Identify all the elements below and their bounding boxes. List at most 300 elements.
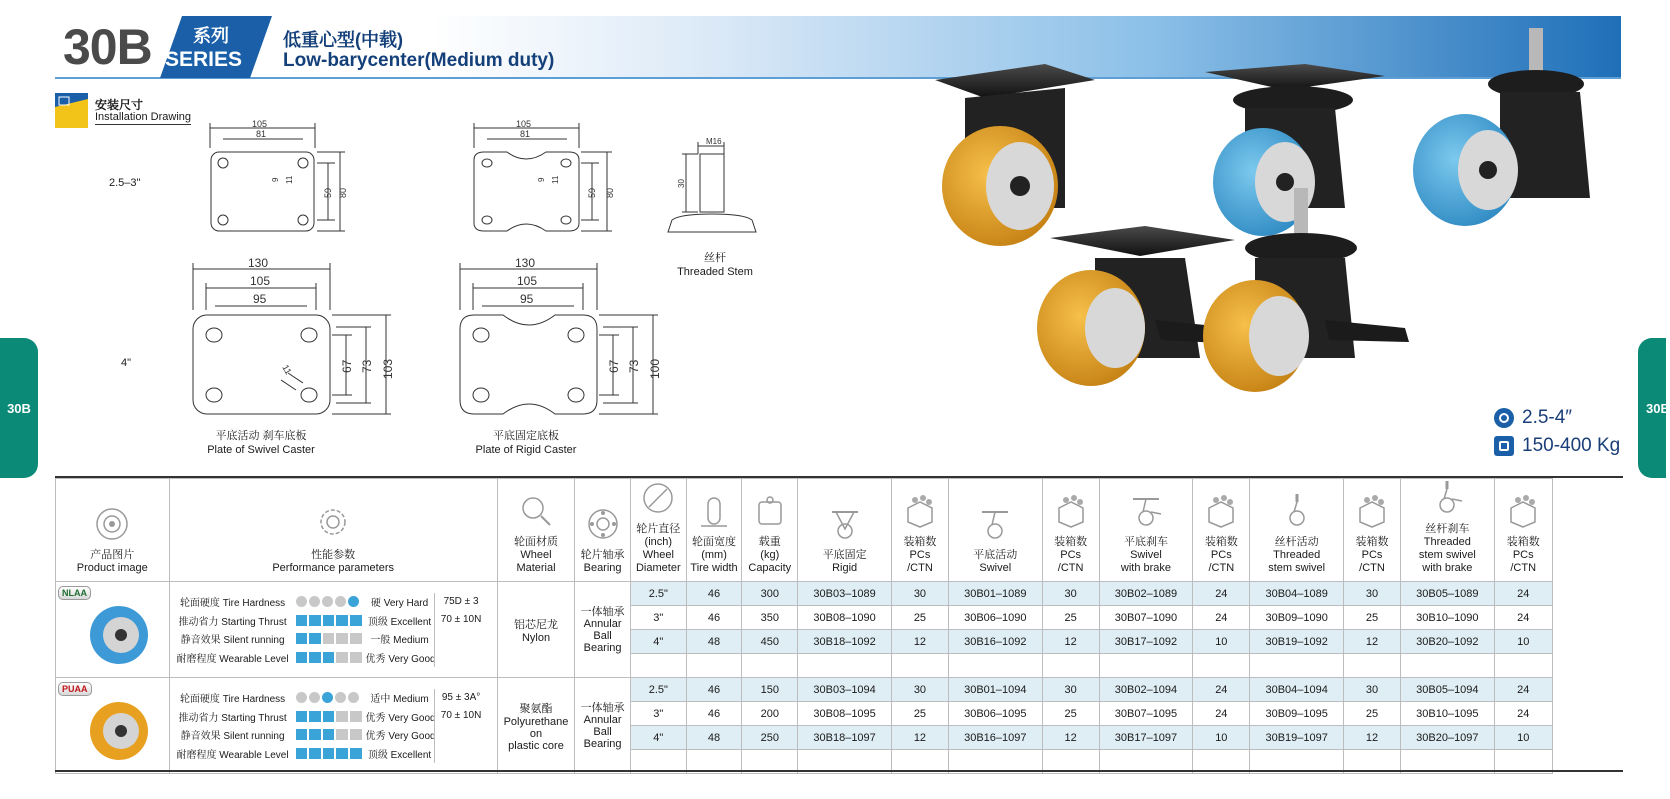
series-badge [55, 16, 272, 78]
pcs-cell: 24 [1193, 582, 1250, 606]
model-cell: 30B10–1095 [1400, 702, 1494, 726]
dim-59: 59 [587, 187, 597, 198]
bearing-line: Annular [583, 713, 622, 726]
product-image-cell [56, 678, 170, 774]
dim-9: 9 [537, 177, 546, 182]
th-label-cn: 装箱数 [1204, 536, 1238, 548]
pcs-cell: 25 [1344, 606, 1401, 630]
wheel-size-icon [1494, 408, 1514, 428]
rating-standard: 75D ± 3 [434, 593, 484, 612]
dim-80: 80 [338, 187, 348, 198]
model-cell: 30B20–1097 [1400, 726, 1494, 750]
rating-meter [296, 748, 362, 759]
side-tab-left[interactable] [0, 338, 38, 478]
rating-segment [322, 692, 333, 703]
rating-segment [296, 615, 308, 626]
diameter-cell: 3" [630, 702, 686, 726]
rigid-plate-caption [455, 429, 597, 457]
size-label-large: 4" [121, 357, 132, 369]
rating-segment [296, 729, 308, 740]
rigid-caption-cn: 平底固定底板 [493, 430, 559, 442]
performance-row [170, 689, 497, 708]
material-tag: NLAA [58, 586, 91, 600]
install-title-en: Installation Drawing [95, 111, 191, 123]
th-threaded [1250, 479, 1344, 582]
rating-word: 顶级 Excellent [367, 749, 432, 761]
rating-segment [348, 692, 359, 703]
th-pcs [1344, 479, 1401, 582]
material-line: Nylon [521, 631, 551, 644]
carton-icon [903, 494, 937, 528]
rating-segment [336, 729, 348, 740]
rating-standard [434, 630, 484, 649]
capacity-cell [742, 654, 798, 678]
width-cell: 46 [686, 678, 742, 702]
pcs-cell: 10 [1193, 726, 1250, 750]
th-label-en: PCs [1512, 549, 1534, 561]
bearing-line: Annular [583, 617, 622, 630]
th-pcs [1042, 479, 1099, 582]
pcs-cell: 25 [1344, 702, 1401, 726]
large-swivel-plate-drawing [186, 255, 406, 420]
diameter-cell: 2.5" [630, 582, 686, 606]
rating-segment [323, 729, 335, 740]
rating-segment [350, 748, 362, 759]
table-body [56, 582, 1623, 774]
rating-meter [296, 729, 362, 740]
model-cell: 30B18–1097 [798, 726, 892, 750]
performance-row [170, 707, 497, 726]
rating-segment [309, 652, 321, 663]
rating-standard: 70 ± 10N [434, 707, 484, 726]
th-bearing [575, 479, 631, 582]
pcs-cell: 10 [1494, 726, 1552, 750]
th-label-en: (inch) [644, 536, 673, 548]
diameter-cell: 4" [630, 726, 686, 750]
th-threaded-brake [1400, 479, 1494, 582]
model-cell: 30B16–1092 [948, 630, 1042, 654]
series-label-en: SERIES [165, 48, 243, 71]
rating-segment [296, 692, 307, 703]
stem-caption [660, 251, 770, 279]
rating-segment [296, 633, 308, 644]
side-tab-label: 30B [7, 400, 31, 416]
dim-30: 30 [677, 179, 686, 188]
th-label-cn: 装箱数 [1355, 536, 1389, 548]
pcs-cell: 12 [1042, 726, 1099, 750]
tire-width-icon [697, 494, 731, 528]
th-label-en: Swivel [979, 562, 1012, 574]
rating-word: 一般 Medium [370, 635, 429, 647]
large-rigid-plate-drawing [453, 255, 673, 420]
table-header-row [56, 479, 1623, 582]
spec-capacity-value: 150-400 Kg [1522, 435, 1621, 456]
pcs-cell: 12 [1344, 726, 1401, 750]
th-label-en: PCs [909, 549, 931, 561]
pcs-cell: 30 [1042, 678, 1099, 702]
th-label-cn: 轮面宽度 [692, 536, 737, 548]
th-label-cn: 平底活动 [973, 549, 1018, 561]
dim-105: 105 [250, 274, 271, 288]
rating-word: 优秀 Very Good [365, 712, 436, 724]
rating-segment [350, 633, 362, 644]
page-title-cn: 低重心型(中载) [283, 30, 403, 50]
spec-diameter [1494, 407, 1572, 429]
performance-row [170, 726, 497, 745]
capacity-cell: 150 [742, 678, 798, 702]
dim-81: 81 [256, 129, 267, 139]
rating-meter [296, 615, 362, 626]
dim-hole-11: 11 [280, 363, 294, 377]
rating-segment [336, 748, 348, 759]
rating-segment [296, 748, 308, 759]
pcs-cell: 25 [892, 702, 949, 726]
rating-standard [434, 648, 484, 667]
rating-meter [296, 633, 362, 644]
magnifier-icon [519, 494, 553, 528]
material-cell [497, 678, 574, 774]
rating-segment [336, 615, 348, 626]
th-label-en: stem swivel [1418, 549, 1476, 561]
bearing-line: Ball [593, 629, 612, 642]
material-line: Polyurethane [503, 715, 569, 728]
rating-segment [322, 596, 333, 607]
rating-word: 优秀 Very Good [365, 731, 436, 743]
performance-label: 耐磨程度 Wearable Level [176, 749, 289, 761]
side-tab-label: 30B [1646, 400, 1670, 416]
dim-67: 67 [340, 359, 354, 373]
th-label-en: Capacity [748, 562, 792, 574]
performance-label: 静音效果 Silent running [180, 635, 285, 647]
material-line: 聚氨酯 [519, 702, 553, 715]
th-product-image [56, 479, 170, 582]
th-label-en: /CTN [1510, 562, 1537, 574]
rating-segment [336, 652, 348, 663]
th-label-en: (mm) [701, 549, 727, 561]
carton-icon [1054, 494, 1088, 528]
bearing-line: 一体轴承 [580, 605, 625, 618]
swivel-caster-icon [978, 507, 1012, 541]
rating-standard: 95 ± 3A° [434, 689, 484, 708]
rating-standard [434, 744, 484, 763]
performance-row [170, 593, 497, 612]
rigid-caster-photo [935, 64, 1095, 246]
rating-meter [296, 596, 362, 607]
th-swivel [948, 479, 1042, 582]
rating-segment [309, 596, 320, 607]
th-rigid [798, 479, 892, 582]
wheel-photo [88, 604, 150, 666]
performance-row [170, 611, 497, 630]
bearing-line: Ball [593, 725, 612, 738]
size-label-small: 2.5–3" [109, 177, 141, 189]
th-label-en: PCs [1210, 549, 1232, 561]
performance-row [170, 744, 497, 763]
capacity-cell: 300 [742, 582, 798, 606]
dim-73: 73 [360, 359, 374, 373]
pcs-cell: 12 [892, 726, 949, 750]
th-label-en: (kg) [760, 549, 780, 561]
rating-segment [323, 633, 335, 644]
model-cell [798, 654, 892, 678]
rating-segment [296, 711, 308, 722]
th-pcs [1193, 479, 1250, 582]
width-cell: 46 [686, 582, 742, 606]
stem-caption-en: Threaded Stem [677, 266, 753, 278]
pcs-cell: 10 [1193, 630, 1250, 654]
product-image-cell [56, 582, 170, 678]
dim-81: 81 [520, 129, 531, 139]
th-label-cn: 丝杆活动 [1274, 536, 1319, 548]
rating-segment [335, 692, 346, 703]
rating-word: 优秀 Very Good [365, 653, 436, 665]
pcs-cell: 24 [1494, 606, 1552, 630]
gear-icon [313, 503, 353, 541]
rating-segment [309, 615, 321, 626]
brake-caster-icon [1129, 494, 1163, 528]
diameter-cell: 3" [630, 606, 686, 630]
pcs-cell: 30 [892, 678, 949, 702]
performance-row [170, 648, 497, 667]
carton-icon [1506, 494, 1540, 528]
rating-meter [296, 692, 362, 703]
th-label-en: Product image [76, 562, 148, 574]
table-row [56, 582, 1623, 606]
pcs-cell: 24 [1193, 702, 1250, 726]
th-label-cn: 轮片直径 [636, 523, 681, 535]
model-cell: 30B06–1090 [948, 606, 1042, 630]
swivel-caption-cn: 平底活动 刹车底板 [215, 430, 307, 442]
rating-segment [323, 711, 335, 722]
stem-caption-cn: 丝杆 [704, 252, 726, 264]
material-line: plastic core [508, 739, 564, 752]
capacity-cell: 450 [742, 630, 798, 654]
bearing-line: Bearing [583, 641, 622, 654]
dim-103: 103 [381, 358, 395, 379]
rating-segment [323, 748, 335, 759]
diameter-cell [630, 654, 686, 678]
th-label-cn: 载重 [758, 536, 781, 548]
swivel-plate-caption [186, 429, 336, 457]
install-title-cn: 安装尺寸 [95, 98, 144, 112]
pcs-cell: 30 [892, 582, 949, 606]
pcs-cell: 30 [1344, 582, 1401, 606]
dim-105: 105 [517, 274, 538, 288]
dim-67: 67 [607, 359, 621, 373]
model-cell: 30B02–1094 [1099, 678, 1193, 702]
threaded-stem-drawing [662, 134, 766, 234]
performance-cell [169, 678, 497, 774]
dim-100: 100 [648, 358, 662, 379]
material-cell [497, 582, 574, 678]
dim-95: 95 [520, 292, 534, 306]
th-label-en: Diameter [635, 562, 681, 574]
capacity-cell: 350 [742, 606, 798, 630]
rating-word: 顶级 Excellent [367, 616, 432, 628]
rating-segment [350, 615, 362, 626]
th-label-cn: 性能参数 [311, 549, 356, 561]
pcs-cell [1494, 654, 1552, 678]
wheel-photo [88, 700, 150, 762]
rating-meter [296, 711, 362, 722]
series-label-cn: 系列 [193, 26, 229, 46]
th-label-en: PCs [1060, 549, 1082, 561]
rating-segment [323, 615, 335, 626]
rating-segment [309, 748, 321, 759]
pcs-cell [1193, 654, 1250, 678]
dim-m16: M16 [706, 137, 722, 146]
dim-11: 11 [285, 175, 294, 184]
diameter-cell: 2.5" [630, 678, 686, 702]
rigid-caption-en: Plate of Rigid Caster [475, 444, 577, 456]
dim-105: 105 [252, 119, 268, 129]
th-label-cn: 轮片轴承 [580, 549, 625, 561]
th-label-en: with brake [1120, 562, 1172, 574]
performance-label: 轮面硬度 Tire Hardness [179, 694, 286, 706]
dim-130: 130 [248, 256, 269, 270]
rating-meter [296, 652, 362, 663]
model-cell: 30B02–1089 [1099, 582, 1193, 606]
model-cell: 30B04–1094 [1250, 678, 1344, 702]
bearing-line: 一体轴承 [580, 701, 625, 714]
bearing-cell [575, 678, 631, 774]
model-cell: 30B08–1095 [798, 702, 892, 726]
material-tag: PUAA [58, 682, 92, 696]
performance-label: 推动省力 Starting Thrust [178, 616, 287, 628]
th-label-en: Performance parameters [272, 562, 394, 574]
small-rigid-plate-drawing [462, 118, 617, 238]
series-code: 30B [63, 19, 152, 75]
model-cell [1099, 654, 1193, 678]
th-pcs [1494, 479, 1552, 582]
rating-segment [335, 596, 346, 607]
model-cell: 30B16–1097 [948, 726, 1042, 750]
pcs-cell: 10 [1494, 630, 1552, 654]
performance-label: 推动省力 Starting Thrust [178, 712, 287, 724]
rating-segment [336, 633, 348, 644]
rating-segment [348, 596, 359, 607]
bearing-icon [586, 507, 620, 541]
rating-segment [309, 711, 321, 722]
dim-95: 95 [253, 292, 267, 306]
th-diameter [630, 479, 686, 582]
pcs-cell [1344, 654, 1401, 678]
pcs-cell: 25 [1042, 606, 1099, 630]
pcs-cell: 24 [1494, 582, 1552, 606]
diameter-cell: 4" [630, 630, 686, 654]
rating-standard: 70 ± 10N [434, 611, 484, 630]
th-label-en: /CTN [1359, 562, 1385, 574]
model-cell: 30B06–1095 [948, 702, 1042, 726]
th-label-en: Bearing [583, 562, 622, 574]
performance-label: 轮面硬度 Tire Hardness [179, 598, 286, 610]
th-swivel-brake [1099, 479, 1193, 582]
model-cell: 30B10–1090 [1400, 606, 1494, 630]
th-label-en: /CTN [1057, 562, 1084, 574]
wheel-icon [95, 507, 129, 541]
th-label-en: Threaded [1273, 549, 1321, 561]
rating-word: 适中 Medium [370, 694, 429, 706]
th-label-en: PCs [1361, 549, 1383, 561]
pcs-cell: 12 [1344, 630, 1401, 654]
small-swivel-plate-drawing [200, 118, 350, 238]
model-cell: 30B09–1095 [1250, 702, 1344, 726]
carton-icon [1355, 494, 1389, 528]
rating-segment [350, 729, 362, 740]
th-label-cn: 装箱数 [1054, 536, 1088, 548]
model-cell: 30B07–1090 [1099, 606, 1193, 630]
material-line: on [529, 727, 543, 740]
model-cell: 30B17–1092 [1099, 630, 1193, 654]
th-material [497, 479, 574, 582]
model-cell [1250, 654, 1344, 678]
diameter-icon [641, 481, 675, 515]
capacity-cell: 200 [742, 702, 798, 726]
weight-icon [1494, 436, 1514, 456]
side-tab-right[interactable] [1638, 338, 1670, 478]
width-cell: 46 [686, 606, 742, 630]
dim-130: 130 [515, 256, 536, 270]
model-cell [948, 654, 1042, 678]
carton-icon [1204, 494, 1238, 528]
pcs-cell: 24 [1193, 678, 1250, 702]
threaded-caster-icon [1280, 494, 1314, 528]
th-label-en: /CTN [907, 562, 933, 574]
bearing-line: Bearing [583, 737, 622, 750]
performance-label: 静音效果 Silent running [180, 731, 285, 743]
rating-segment [309, 692, 320, 703]
th-label-en: stem swivel [1268, 562, 1326, 574]
swivel-caption-en: Plate of Swivel Caster [207, 444, 315, 456]
th-label-cn: 平底刹车 [1123, 536, 1168, 548]
spec-table-wrap [55, 476, 1623, 772]
rating-segment [336, 711, 348, 722]
rating-segment [323, 652, 335, 663]
bearing-cell [575, 582, 631, 678]
th-label-en: /CTN [1208, 562, 1235, 574]
th-label-en: Tire width [690, 562, 738, 574]
model-cell: 30B07–1095 [1099, 702, 1193, 726]
th-label-cn: 丝杆刹车 [1425, 523, 1470, 535]
performance-cell [169, 582, 497, 678]
th-label-en: with brake [1422, 562, 1473, 574]
model-cell: 30B05–1094 [1400, 678, 1494, 702]
blueprint-icon [55, 93, 88, 128]
rating-word: 硬 Very Hard [370, 598, 429, 610]
model-cell: 30B19–1092 [1250, 630, 1344, 654]
pcs-cell: 30 [1344, 678, 1401, 702]
model-cell: 30B04–1089 [1250, 582, 1344, 606]
pcs-cell: 12 [1042, 630, 1099, 654]
th-label-cn: 装箱数 [1506, 536, 1540, 548]
pcs-cell: 25 [892, 606, 949, 630]
th-label-cn: 产品图片 [90, 549, 135, 561]
performance-row [170, 630, 497, 649]
th-label-en: Material [516, 562, 556, 574]
th-performance [169, 479, 497, 582]
table-bottom-rule [55, 770, 1623, 772]
material-line: 铝芯尼龙 [514, 618, 558, 631]
width-cell: 48 [686, 630, 742, 654]
model-cell: 30B01–1094 [948, 678, 1042, 702]
capacity-cell: 250 [742, 726, 798, 750]
model-cell: 30B18–1092 [798, 630, 892, 654]
model-cell: 30B01–1089 [948, 582, 1042, 606]
spec-diameter-value: 2.5-4″ [1522, 407, 1573, 428]
model-cell: 30B19–1097 [1250, 726, 1344, 750]
th-label-en: Wheel [642, 549, 674, 561]
model-cell: 30B05–1089 [1400, 582, 1494, 606]
